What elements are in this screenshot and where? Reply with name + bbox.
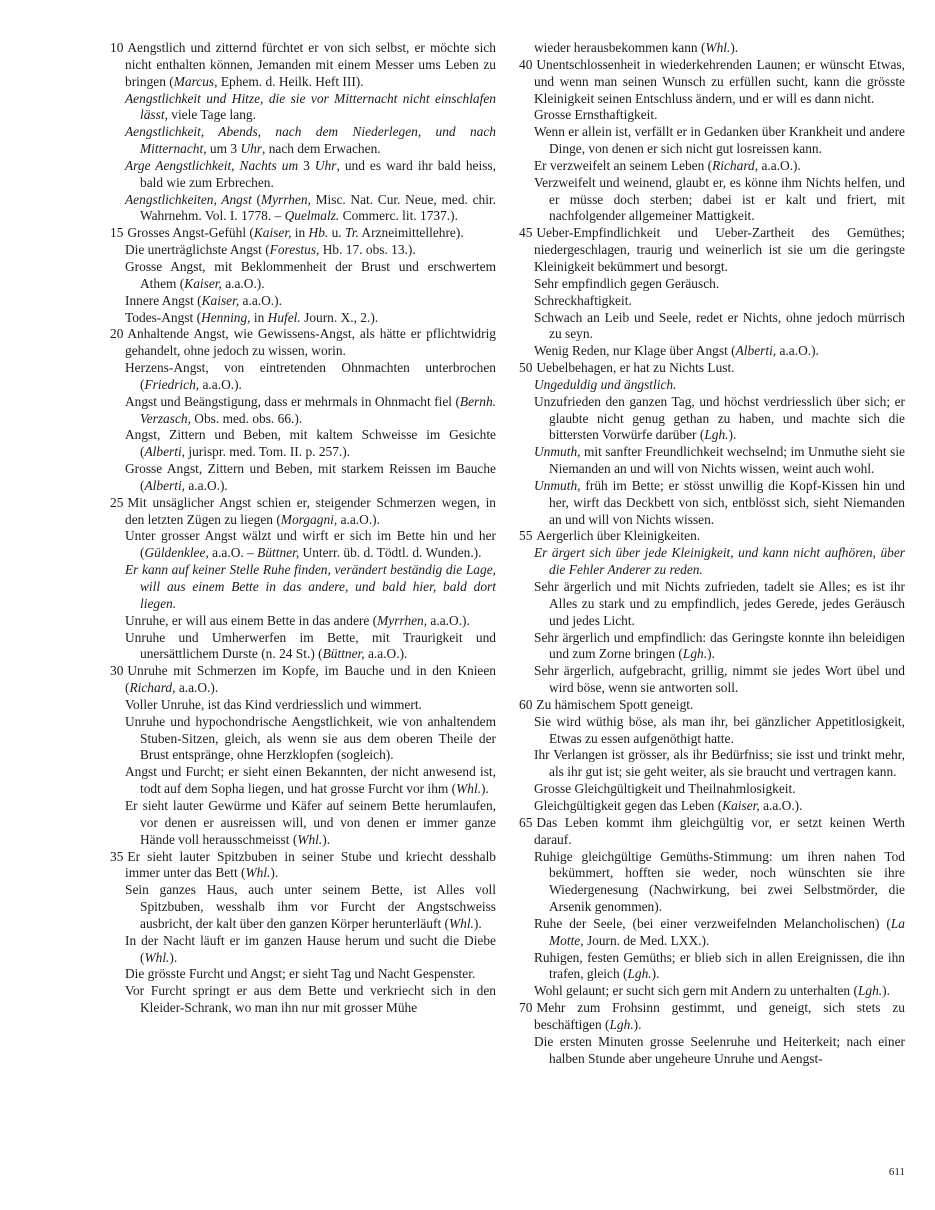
- symptom-entry: [110, 461, 496, 495]
- entry-text: Schreckhaftigkeit.: [534, 292, 632, 308]
- entry-text: Wenn er allein ist, verfällt er in Gedanken über Krankheit und andere Dinge, von denen er sich nicht gut losreissen kann.: [534, 124, 905, 157]
- symptom-entry: [519, 158, 905, 175]
- page-number: 611: [888, 1166, 905, 1178]
- numbered-entry: [110, 663, 496, 697]
- entry-text: Voller Unruhe, ist das Kind verdriesslich und wimmert.: [125, 696, 422, 712]
- entry-text: Sehr empfindlich gegen Geräusch.: [534, 275, 720, 291]
- symptom-entry: [519, 293, 905, 310]
- symptom-entry: [110, 764, 496, 798]
- numbered-entry: [110, 225, 496, 242]
- line-number: 20: [110, 326, 124, 342]
- entry-text: Vor Furcht springt er aus dem Bette und verkriecht sich in den Kleider-Schrank, wo man ihn nur mit grosser Mühe: [125, 983, 496, 1016]
- symptom-entry: [519, 983, 905, 1000]
- symptom-entry: [519, 663, 905, 697]
- symptom-entry: [110, 293, 496, 310]
- entry-text: Angst und Beängstigung, dass er mehrmals in Ohnmacht fiel (Bernh. Verzasch, Obs. med. obs. 66.).: [125, 393, 496, 426]
- symptom-entry: [519, 714, 905, 748]
- entry-text: Ihr Verlangen ist grösser, als ihr Bedürfniss; sie isst und trinkt mehr, als ihr gut ist; sie geht weiter, als sie braucht und vertragen kann.: [534, 747, 905, 780]
- entry-text: Sehr ärgerlich und mit Nichts zufrieden, tadelt sie Alles; es ist ihr Alles zu stark und zu empfindlich, jedes Gerede, jedes Geräusch und jedes Licht.: [534, 579, 905, 628]
- numbered-entry: [519, 1000, 905, 1034]
- numbered-entry: [519, 528, 905, 545]
- symptom-entry: [110, 528, 496, 562]
- left-column: [110, 40, 496, 1017]
- entry-text: Er kann auf keiner Stelle Ruhe finden, verändert beständig die Lage, will aus einem Bette in das andere, und bald hier, bald dort liegen.: [125, 562, 496, 611]
- entry-text: Aergerlich über Kleinigkeiten.: [536, 528, 701, 544]
- entry-text: Herzens-Angst, von eintretenden Ohnmachten unterbrochen (Friedrich, a.a.O.).: [125, 360, 496, 392]
- line-number: 45: [519, 225, 533, 241]
- entry-text: Sehr ärgerlich und empfindlich: das Geringste konnte ihn beleidigen und zum Zorne bringen (Lgh.).: [534, 629, 905, 662]
- entry-text: Todes-Angst (Henning, in Hufel. Journ. X., 2.).: [125, 309, 379, 325]
- entry-text: Ruhige gleichgültige Gemüths-Stimmung: um ihren nahen Tod bekümmert, hofften sie weder, noch wünschten sie ihre Wiedergenesung (Nachwirkung, bei zwei Selbstmörder, die Arsenik genommen).: [534, 848, 905, 915]
- symptom-entry: [110, 983, 496, 1017]
- symptom-entry: [110, 242, 496, 259]
- line-number: 65: [519, 814, 533, 830]
- symptom-entry: [519, 40, 905, 57]
- line-number: 55: [519, 528, 533, 544]
- symptom-entry: [519, 545, 905, 579]
- entry-text: Innere Angst (Kaiser, a.a.O.).: [125, 292, 282, 308]
- numbered-entry: [519, 815, 905, 849]
- symptom-entry: [110, 360, 496, 394]
- symptom-entry: [519, 107, 905, 124]
- entry-text: Unter grosser Angst wälzt und wirft er sich im Bette hin und her (Güldenklee, a.a.O. – Büttner, Unterr. üb. d. Tödtl. d. Wunden.).: [125, 528, 496, 561]
- entry-text: Uebelbehagen, er hat zu Nichts Lust.: [536, 360, 735, 376]
- entry-text: Verzweifelt und weinend, glaubt er, es könne ihm Nichts helfen, und er müsse doch sterben; dabei ist er kalt und friert, mit nachfolgender allgemeiner Mattigkeit.: [534, 174, 905, 224]
- symptom-entry: [110, 613, 496, 630]
- symptom-entry: [110, 933, 496, 967]
- symptom-entry: [519, 747, 905, 781]
- entry-text: Er ärgert sich über jede Kleinigkeit, und kann nicht aufhören, über die Fehler Anderer zu reden.: [534, 545, 905, 578]
- entry-text: Grosse Ernsthaftigkeit.: [534, 107, 658, 123]
- numbered-entry: [519, 360, 905, 377]
- symptom-entry: [110, 158, 496, 192]
- entry-text: Unruhe, er will aus einem Bette in das andere (Myrrhen, a.a.O.).: [125, 612, 470, 628]
- entry-text: Ueber-Empfindlichkeit und Ueber-Zartheit des Gemüthes; niedergeschlagen, traurig und weinerlich ist sie um die geringste Kleinigkeit bekümmert und besorgt.: [534, 225, 905, 274]
- entry-text: Aengstlichkeit und Hitze, die sie vor Mitternacht nicht einschlafen lässt, viele Tage lang.: [125, 90, 496, 123]
- line-number: 15: [110, 225, 124, 241]
- line-number: 30: [110, 663, 124, 679]
- entry-text: Schwach an Leib und Seele, redet er Nichts, ohne jedoch mürrisch zu seyn.: [534, 309, 905, 342]
- symptom-entry: [519, 444, 905, 478]
- symptom-entry: [519, 276, 905, 293]
- entry-text: Sein ganzes Haus, auch unter seinem Bette, ist Alles voll Spitzbuben, wesshalb ihm vor Furcht der Angstschweiss ausbricht, der kalt über den ganzen Körper herunterläuft (Whl.).: [125, 882, 496, 931]
- symptom-entry: [519, 343, 905, 360]
- line-number: 60: [519, 696, 533, 712]
- entry-text: Ruhe der Seele, (bei einer verzweifelnden Melancholischen) (La Motte, Journ. de Med. LXX.).: [534, 915, 905, 948]
- symptom-entry: [110, 697, 496, 714]
- symptom-entry: [110, 882, 496, 933]
- line-number: 40: [519, 56, 533, 72]
- symptom-entry: [110, 798, 496, 849]
- symptom-entry: [519, 394, 905, 445]
- entry-text: Die grösste Furcht und Angst; er sieht Tag und Nacht Gespenster.: [125, 966, 476, 982]
- entry-text: Das Leben kommt ihm gleichgültig vor, er setzt keinen Werth darauf.: [534, 814, 905, 847]
- entry-text: Er sieht lauter Gewürme und Käfer auf seinem Bette herumlaufen, vor denen er ausreissen will, und von denen er immer ganze Hände voll herausschmeisst (Whl.).: [125, 797, 496, 847]
- symptom-entry: [110, 310, 496, 327]
- entry-text: Grosse Angst, mit Beklommenheit der Brust und erschwertem Athem (Kaiser, a.a.O.).: [125, 258, 496, 291]
- entry-text: Gleichgültigkeit gegen das Leben (Kaiser, a.a.O.).: [534, 797, 803, 813]
- entry-text: Unruhe und Umherwerfen im Bette, mit Traurigkeit und unersättlichem Durste (n. 24 St.) (Büttner, a.a.O.).: [125, 629, 496, 662]
- entry-text: Aengstlichkeit, Abends, nach dem Niederlegen, und nach Mitternacht, um 3 Uhr, nach dem Erwachen.: [125, 124, 496, 157]
- symptom-entry: [519, 916, 905, 950]
- entry-text: Sie wird wüthig böse, als man ihr, bei gänzlicher Appetitlosigkeit, Etwas zu essen aufgenöthigt hatte.: [534, 713, 905, 746]
- symptom-entry: [110, 192, 496, 226]
- symptom-entry: [519, 1034, 905, 1068]
- symptom-entry: [110, 91, 496, 125]
- symptom-entry: [110, 124, 496, 158]
- symptom-entry: [110, 966, 496, 983]
- entry-text: Unruhe mit Schmerzen im Kopfe, im Bauche und in den Knieen (Richard, a.a.O.).: [125, 663, 496, 696]
- entry-text: Ungeduldig und ängstlich.: [534, 376, 677, 392]
- symptom-entry: [519, 579, 905, 630]
- line-number: 10: [110, 40, 124, 55]
- entry-text: Angst und Furcht; er sieht einen Bekannten, der nicht anwesend ist, todt auf dem Sopha liegen, und hat grosse Furcht vor ihm (Whl.).: [125, 764, 496, 797]
- entry-text: Unmuth, mit sanfter Freundlichkeit wechselnd; im Unmuthe sieht sie Niemanden an und will von Nichts wissen, weint auch wohl.: [534, 444, 905, 477]
- symptom-entry: [519, 849, 905, 916]
- symptom-entry: [519, 124, 905, 158]
- entry-text: Ruhigen, festen Gemüths; er blieb sich in allen Ereignissen, die ihn trafen, gleich (Lgh.).: [534, 949, 905, 982]
- entry-text: In der Nacht läuft er im ganzen Hause herum und sucht die Diebe (Whl.).: [125, 932, 496, 965]
- entry-text: wieder herausbekommen kann (Whl.).: [534, 40, 739, 55]
- line-number: 70: [519, 1000, 533, 1016]
- symptom-entry: [519, 630, 905, 664]
- numbered-entry: [110, 495, 496, 529]
- right-column: [519, 40, 905, 1067]
- symptom-entry: [519, 175, 905, 226]
- entry-text: Aengstlich und zitternd fürchtet er von sich selbst, er möchte sich nicht enthalten können, Jemanden mit einem Messer ums Leben zu bringen (Marcus, Ephem. d. Heilk. Heft III).: [125, 40, 496, 89]
- symptom-entry: [519, 781, 905, 798]
- entry-text: Mit unsäglicher Angst schien er, steigender Schmerzen wegen, in den letzten Zügen zu liegen (Morgagni, a.a.O.).: [125, 494, 496, 527]
- entry-text: Unruhe und hypochondrische Aengstlichkeit, wie von anhaltendem Stuben-Sitzen, gleich, als wenn sie aus dem oberen Theile der Brust entspränge, ohne Herzklopfen (sogleich).: [125, 713, 496, 763]
- entry-text: Er verzweifelt an seinem Leben (Richard, a.a.O.).: [534, 157, 801, 173]
- entry-text: Arge Aengstlichkeit, Nachts um 3 Uhr, und es ward ihr bald heiss, bald wie zum Erbrechen.: [125, 157, 496, 190]
- entry-text: Grosse Gleichgültigkeit und Theilnahmlosigkeit.: [534, 781, 796, 797]
- numbered-entry: [519, 225, 905, 276]
- symptom-entry: [519, 950, 905, 984]
- numbered-entry: [519, 697, 905, 714]
- line-number: 25: [110, 494, 124, 510]
- symptom-entry: [110, 714, 496, 765]
- entry-text: Mehr zum Frohsinn gestimmt, und geneigt, sich stets zu beschäftigen (Lgh.).: [534, 1000, 905, 1032]
- entry-text: Anhaltende Angst, wie Gewissens-Angst, als hätte er pflichtwidrig gehandelt, ohne jedoch zu wissen, worin.: [125, 326, 496, 359]
- entry-text: Aengstlichkeiten, Angst (Myrrhen, Misc. Nat. Cur. Neue, med. chir. Wahrnehm. Vol. I. 1778. – Quelmalz. Commerc. lit. 1737.).: [125, 191, 496, 224]
- numbered-entry: [110, 326, 496, 360]
- entry-text: Die ersten Minuten grosse Seelenruhe und Heiterkeit; nach einer halben Stunde aber ungeheure Unruhe und Aengst-: [534, 1033, 905, 1066]
- entry-text: Unentschlossenheit in wiederkehrenden Launen; er wünscht Etwas, und wenn man seinen Wunsch zu erfüllen sucht, kann die grösste Kleinigkeit seinen Entschluss ändern, und er will es dann nicht.: [534, 56, 905, 106]
- entry-text: Zu hämischem Spott geneigt.: [536, 696, 694, 712]
- symptom-entry: [110, 630, 496, 664]
- numbered-entry: [110, 849, 496, 883]
- line-number: 35: [110, 848, 124, 864]
- symptom-entry: [519, 310, 905, 344]
- line-number: 50: [519, 360, 533, 376]
- entry-text: Grosse Angst, Zittern und Beben, mit starkem Reissen im Bauche (Alberti, a.a.O.).: [125, 461, 496, 493]
- entry-text: Er sieht lauter Spitzbuben in seiner Stube und kriecht desshalb immer unter das Bett (Whl.).: [125, 848, 496, 881]
- entry-text: Wenig Reden, nur Klage über Angst (Alberti, a.a.O.).: [534, 343, 819, 359]
- numbered-entry: [519, 57, 905, 108]
- symptom-entry: [519, 478, 905, 529]
- symptom-entry: [110, 259, 496, 293]
- symptom-entry: [519, 798, 905, 815]
- entry-text: Angst, Zittern und Beben, mit kaltem Schweisse im Gesichte (Alberti, jurispr. med. Tom. II. p. 257.).: [125, 427, 496, 460]
- entry-text: Die unerträglichste Angst (Forestus, Hb. 17. obs. 13.).: [125, 242, 416, 258]
- symptom-entry: [110, 394, 496, 428]
- symptom-entry: [519, 377, 905, 394]
- entry-text: Unmuth, früh im Bette; er stösst unwillig die Kopf-Kissen hin und her, wirft das Deckbett von sich, entblösst sich, sieht Niemanden an und will von Nichts wissen.: [534, 477, 905, 527]
- entry-text: Sehr ärgerlich, aufgebracht, grillig, nimmt sie jedes Wort übel und wird böse, wenn sie antworten soll.: [534, 663, 905, 696]
- symptom-entry: [110, 427, 496, 461]
- entry-text: Wohl gelaunt; er sucht sich gern mit Andern zu unterhalten (Lgh.).: [534, 983, 890, 999]
- numbered-entry: [110, 40, 496, 91]
- entry-text: Grosses Angst-Gefühl (Kaiser, in Hb. u. Tr. Arzneimittellehre).: [127, 225, 464, 241]
- symptom-entry: [110, 562, 496, 613]
- entry-text: Unzufrieden den ganzen Tag, und höchst verdriesslich über sich; er glaubte nicht genug gethan zu haben, und machte sich die bittersten Vorwürfe darüber (Lgh.).: [534, 393, 905, 443]
